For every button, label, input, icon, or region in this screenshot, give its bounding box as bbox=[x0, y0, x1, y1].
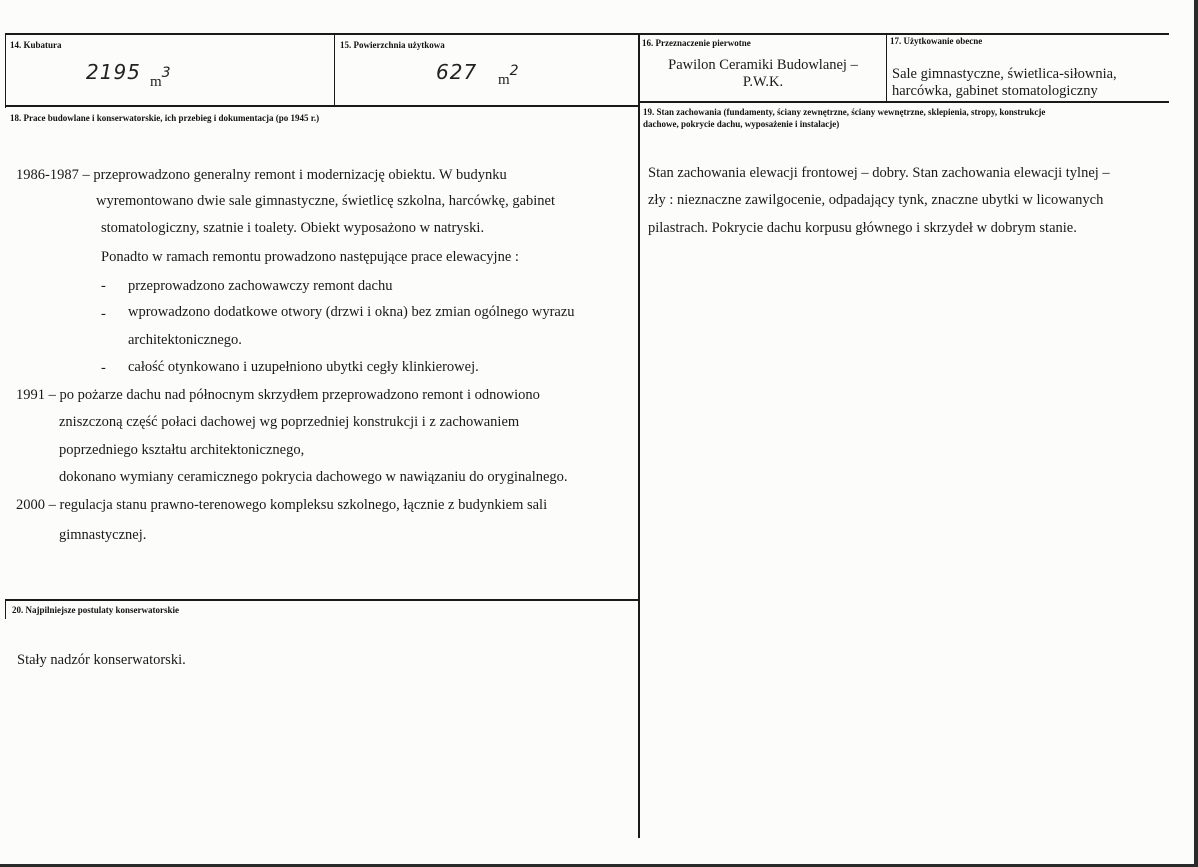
prace-line-13: 2000 – regulacja stanu prawno-terenowego kompleksu szkolnego, łącznie z budynkiem sali bbox=[16, 497, 548, 513]
field-20-label: 20. Najpilniejsze postulaty konserwatorskie bbox=[12, 605, 179, 615]
stan-line-2: zły : nieznaczne zawilgocenie, odpadający tynk, znaczne ubytki w licowanych bbox=[648, 192, 1104, 208]
field-18-label: 18. Prace budowlane i konserwatorskie, ich przebieg i dokumentacja (po 1945 r.) bbox=[10, 113, 320, 123]
prace-line-12: dokonano wymiany ceramicznego pokrycia dachowego w nawiązaniu do oryginalnego. bbox=[59, 469, 568, 485]
field-19-label-line2: dachowe, pokrycie dachu, wyposażenie i instalacje) bbox=[643, 119, 840, 129]
left-border bbox=[5, 33, 6, 108]
divider-v-15-16 bbox=[638, 33, 640, 838]
kubatura-unit-base: m bbox=[150, 74, 162, 90]
prace-bullet-2: - bbox=[101, 306, 106, 322]
prace-line-9: 1991 – po pożarze dachu nad północnym skrzydłem przeprowadzono remont i odnowiono bbox=[16, 387, 540, 403]
prace-line-6: wprowadzono dodatkowe otwory (drzwi i okna) bez zmian ogólnego wyrazu bbox=[128, 304, 575, 320]
prace-line-4: Ponadto w ramach remontu prowadzono następujące prace elewacyjne : bbox=[101, 249, 519, 265]
divider-h-18-20 bbox=[5, 599, 639, 601]
prace-line-8: całość otynkowano i uzupełniono ubytki cegły klinkierowej. bbox=[128, 359, 479, 375]
prace-bullet-1: - bbox=[101, 278, 106, 294]
przeznaczenie-line2: P.W.K. bbox=[742, 74, 784, 90]
kubatura-value: 2195 bbox=[86, 60, 141, 84]
powierzchnia-unit-base: m bbox=[498, 72, 510, 88]
postulaty-text: Stały nadzór konserwatorski. bbox=[17, 652, 186, 668]
powierzchnia-value: 627 bbox=[436, 60, 478, 84]
kubatura-unit-exp: 3 bbox=[161, 65, 171, 81]
scan-edge-right bbox=[1194, 0, 1198, 867]
stan-line-1: Stan zachowania elewacji frontowej – dobry. Stan zachowania elewacji tylnej – bbox=[648, 165, 1110, 181]
uzytkowanie-line1: Sale gimnastyczne, świetlica-siłownia, bbox=[892, 66, 1117, 82]
prace-line-14: gimnastycznej. bbox=[59, 527, 147, 543]
field-19-label-line1: 19. Stan zachowania (fundamenty, ściany zewnętrzne, ściany wewnętrzne, sklepienia, stropy, konstrukcje bbox=[643, 107, 1046, 117]
prace-line-5: przeprowadzono zachowawczy remont dachu bbox=[128, 278, 393, 294]
prace-line-10: zniszczoną część połaci dachowej wg poprzedniej konstrukcji i z zachowaniem bbox=[59, 414, 520, 430]
stan-line-3: pilastrach. Pokrycie dachu korpusu głównego i skrzydeł w dobrym stanie. bbox=[648, 220, 1077, 236]
divider-h-row1-left bbox=[5, 105, 639, 107]
prace-bullet-3: - bbox=[101, 360, 106, 376]
divider-h-row1-right bbox=[638, 101, 1169, 103]
przeznaczenie-line1: Pawilon Ceramiki Budowlanej – bbox=[668, 57, 858, 73]
divider-v-16-17 bbox=[886, 33, 887, 101]
kubatura-unit bbox=[150, 65, 171, 91]
prace-line-11: poprzedniego kształtu architektonicznego, bbox=[59, 442, 305, 458]
top-border bbox=[5, 33, 1169, 35]
prace-line-2: wyremontowano dwie sale gimnastyczne, świetlicę szkolna, harcówkę, gabinet bbox=[96, 193, 556, 209]
left-border-lower bbox=[5, 599, 6, 619]
uzytkowanie-line2: harcówka, gabinet stomatologiczny bbox=[892, 83, 1098, 99]
prace-line-1: 1986-1987 – przeprowadzono generalny remont i modernizację obiektu. W budynku bbox=[16, 167, 507, 183]
divider-v-14-15 bbox=[334, 33, 335, 105]
field-16-label: 16. Przeznaczenie pierwotne bbox=[642, 38, 751, 48]
field-15-label: 15. Powierzchnia użytkowa bbox=[340, 40, 445, 50]
powierzchnia-unit-exp: 2 bbox=[509, 63, 519, 79]
powierzchnia-unit bbox=[498, 63, 519, 89]
field-14-label: 14. Kubatura bbox=[10, 40, 62, 50]
prace-line-7: architektonicznego. bbox=[128, 332, 242, 348]
field-17-label: 17. Użytkowanie obecne bbox=[890, 36, 983, 46]
prace-line-3: stomatologiczny, szatnie i toalety. Obiekt wyposażono w natryski. bbox=[101, 220, 485, 236]
